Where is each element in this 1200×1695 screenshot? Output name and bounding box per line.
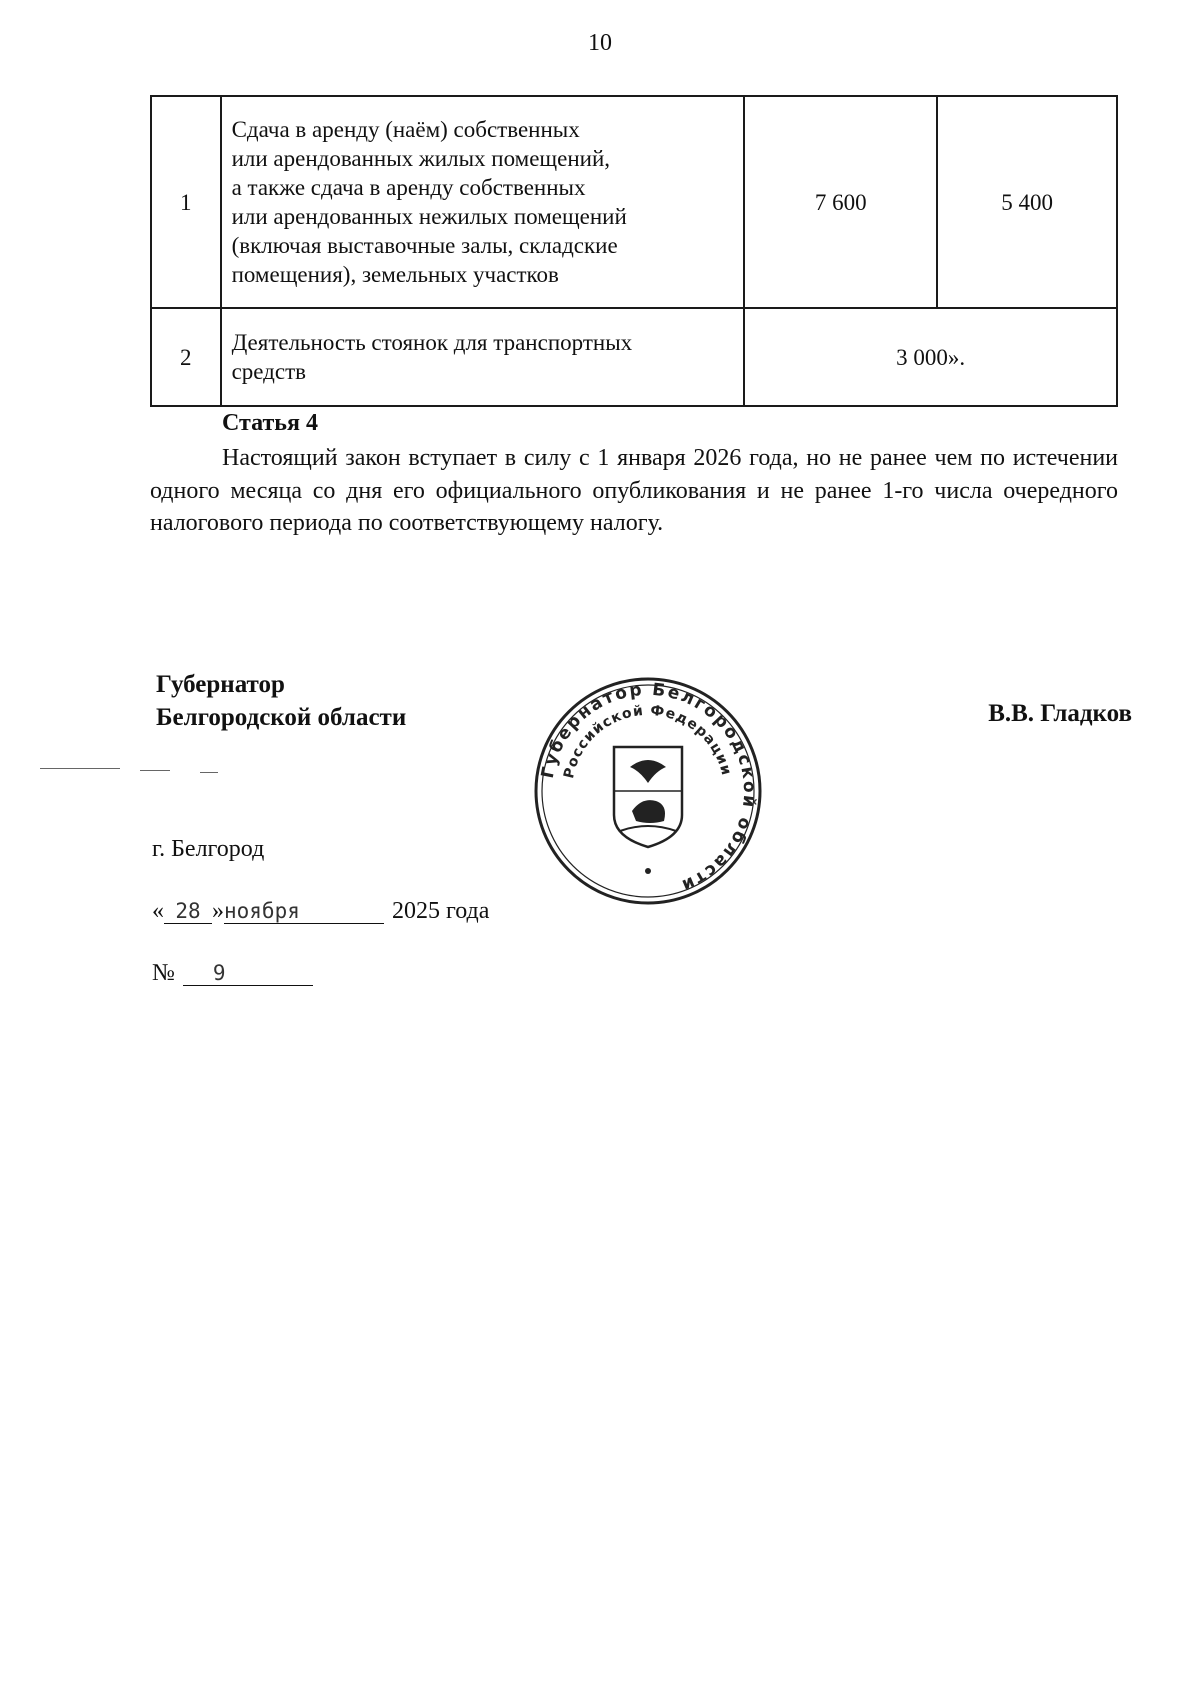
- signatory-title-line: Губернатор: [156, 671, 285, 698]
- date-line: [152, 898, 489, 925]
- row-value-1: 7 600: [744, 96, 937, 308]
- scan-mark: [40, 768, 120, 769]
- date-year: 2025 года: [392, 898, 490, 924]
- signatory-name: В.В. Гладков: [988, 700, 1132, 727]
- row-value-2: 5 400: [937, 96, 1117, 308]
- document-number: 9: [183, 961, 313, 986]
- date-open-quote: «: [152, 898, 164, 924]
- tariff-table: [150, 95, 1118, 407]
- desc-line: средств: [231, 359, 306, 384]
- date-month: ноября: [224, 899, 384, 924]
- official-seal: [532, 675, 764, 907]
- desc-line: помещения), земельных участков: [231, 262, 559, 287]
- row-number: 2: [151, 308, 221, 406]
- coat-of-arms-icon: [614, 747, 682, 847]
- document-number-line: [152, 960, 313, 987]
- article-heading: Статья 4: [222, 410, 318, 436]
- seal-inner-text: Российской Федерации: [561, 702, 735, 781]
- scan-mark: [200, 772, 218, 773]
- desc-line: (включая выставочные залы, складские: [231, 233, 618, 258]
- place-of-signing: г. Белгород: [152, 836, 265, 862]
- signatory-title-line: Белгородской области: [156, 704, 407, 731]
- row-description: [221, 308, 745, 406]
- desc-line: а также сдача в аренду собственных: [231, 175, 586, 200]
- desc-line: или арендованных нежилых помещений: [231, 204, 627, 229]
- row-number: 1: [151, 96, 221, 308]
- seal-dot: [645, 868, 651, 874]
- number-sign: №: [152, 960, 175, 986]
- signatory-title: [156, 668, 406, 734]
- page-number: 10: [588, 30, 612, 56]
- scan-mark: [140, 770, 170, 771]
- seal-outer-text: Губернатор Белгородской области: [537, 679, 760, 896]
- date-close-quote: »: [212, 898, 224, 924]
- article-text: Настоящий закон вступает в силу с 1 января 2026 года, но не ранее чем по истечении одного месяца со дня его официального опубликования и не ранее 1-го числа очередного налогового периода по соответствующему налогу.: [150, 445, 1118, 536]
- desc-line: Сдача в аренду (наём) собственных: [231, 117, 580, 142]
- table-row: [151, 308, 1117, 406]
- row-value-merged: 3 000».: [744, 308, 1117, 406]
- desc-line: или арендованных жилых помещений,: [231, 146, 611, 171]
- date-day: 28: [164, 899, 212, 924]
- table-row: [151, 96, 1117, 308]
- desc-line: Деятельность стоянок для транспортных: [231, 330, 633, 355]
- row-description: [221, 96, 745, 308]
